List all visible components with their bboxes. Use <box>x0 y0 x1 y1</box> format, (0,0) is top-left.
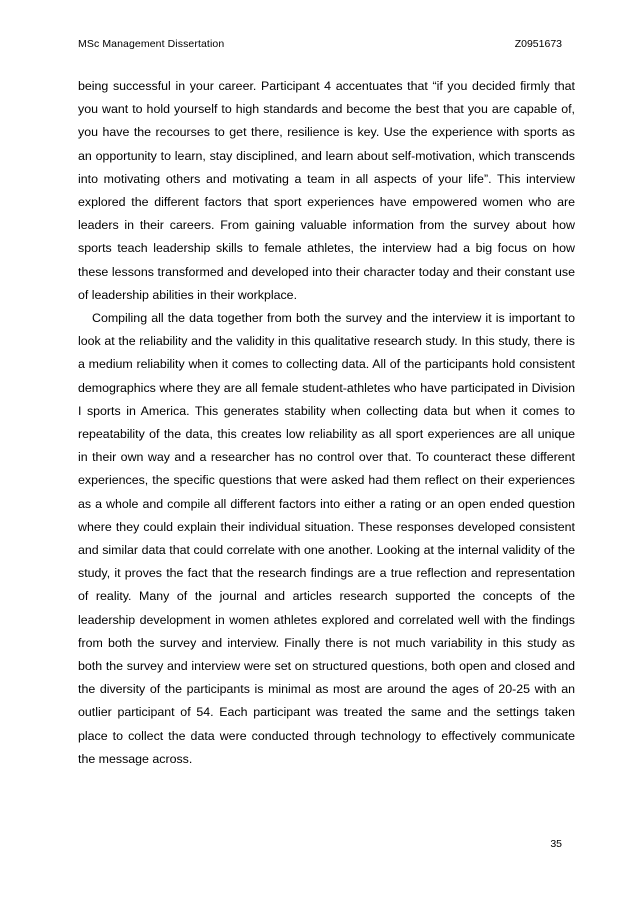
page-number: 35 <box>550 838 562 850</box>
body-text <box>78 75 575 771</box>
header-student-id: Z0951673 <box>514 38 562 50</box>
paragraph-2: Compiling all the data together from both the survey and the interview it is important to look at the reliability and the validity in this qualitative research study. In this study, there is a medium reliability when it comes to collecting data. All of the participants hold consistent demographics where they are all female student-athletes who have participated in Division I sports in America. This generates stability when collecting data but when it comes to repeatability of the data, this creates low reliability as all sport experiences are all unique in their own way and a researcher has no control over that. To counteract these different experiences, the specific questions that were asked had them reflect on their experiences as a whole and compile all different factors into either a rating or an open ended question where they could explain their individual situation. These responses developed consistent and similar data that could correlate with one another. Looking at the internal validity of the study, it proves the fact that the research findings are a true reflection and representation of reality. Many of the journal and articles research supported the concepts of the leadership development in women athletes explored and correlated well with the findings from both the survey and interview. Finally there is not much variability in this study as both the survey and interview were set on structured questions, both open and closed and the diversity of the participants is minimal as most are around the ages of 20-25 with an outlier participant of 54. Each participant was treated the same and the settings taken place to collect the data were conducted through technology to effectively communicate the message across. <box>78 311 575 766</box>
header-title: MSc Management Dissertation <box>78 38 225 50</box>
paragraph-1: being successful in your career. Participant 4 accentuates that “if you decided firmly that you want to hold yourself to high standards and become the best that you are capable of, you have the recourses to get there, resilience is key. Use the experience with sports as an opportunity to learn, stay disciplined, and learn about self-motivation, which transcends into motivating others and motivating a team in all aspects of your life”. This interview explored the different factors that sport experiences have empowered women who are leaders in their careers. From gaining valuable information from the survey about how sports teach leadership skills to female athletes, the interview had a big focus on how these lessons transformed and developed into their character today and their constant use of leadership abilities in their workplace. <box>78 79 575 302</box>
